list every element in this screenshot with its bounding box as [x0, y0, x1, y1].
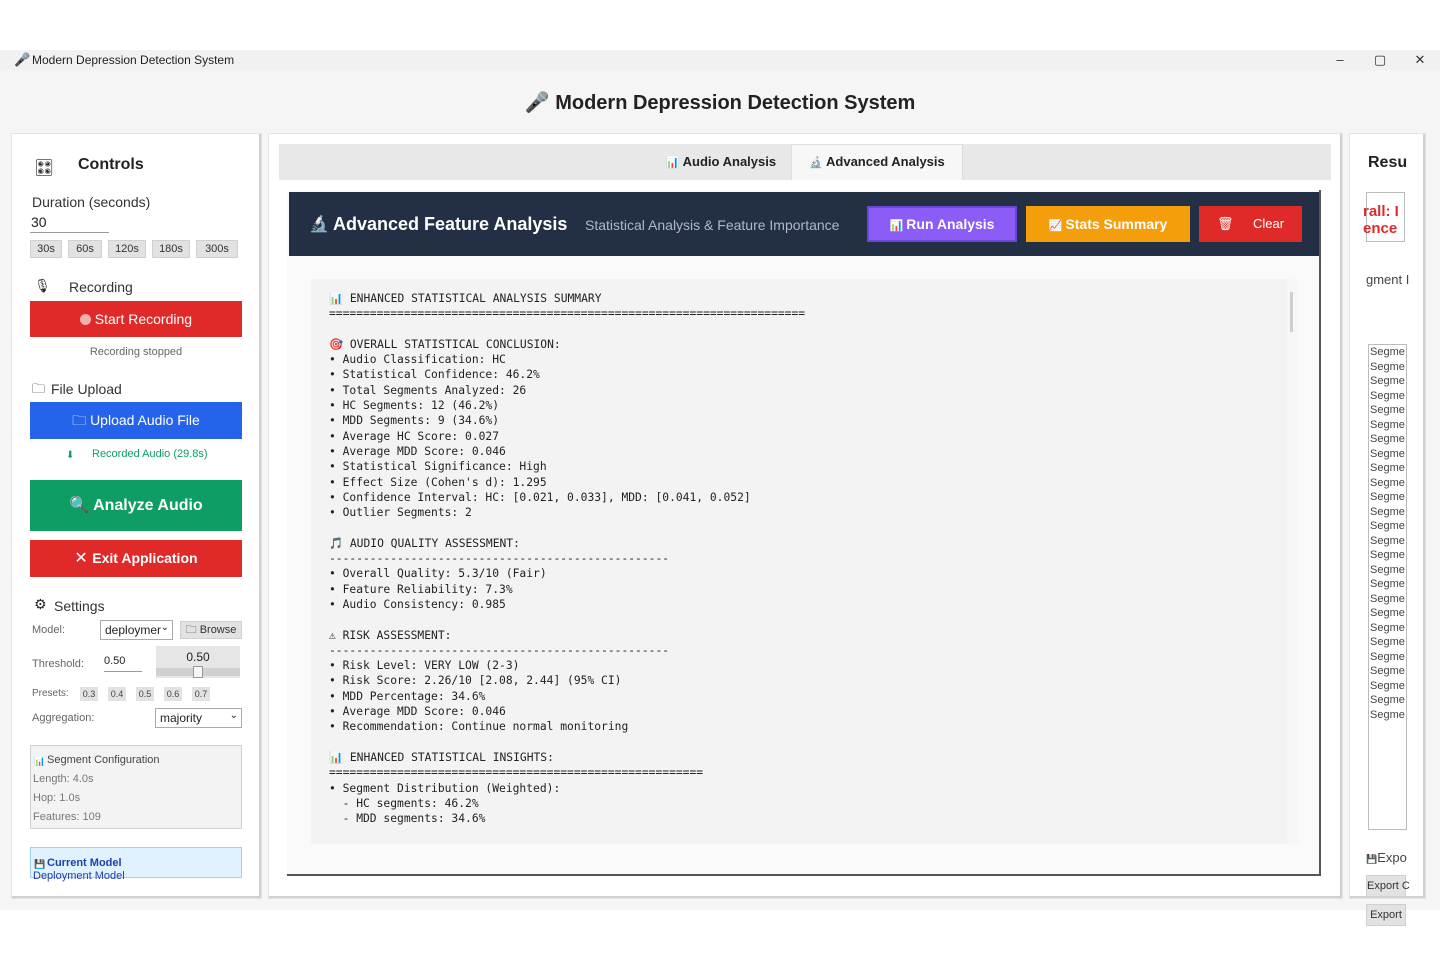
- upload-status: Recorded Audio (29.8s): [92, 448, 208, 460]
- threshold-input[interactable]: 0.50: [104, 655, 142, 672]
- segment-list-item[interactable]: Segme: [1370, 592, 1405, 605]
- segment-list-item[interactable]: Segme: [1370, 389, 1405, 402]
- segment-list-item[interactable]: Segme: [1370, 404, 1405, 416]
- title-bar: [0, 50, 1440, 70]
- download-icon: ⬇: [66, 450, 75, 461]
- threshold-slider[interactable]: [156, 646, 240, 678]
- analysis-panel: [269, 134, 1342, 898]
- preset-0-6-button[interactable]: 0.6: [164, 687, 182, 701]
- segment-list-item[interactable]: Segme: [1370, 636, 1405, 648]
- preset-0-3-button[interactable]: 0.3: [80, 687, 98, 701]
- export-csv-button[interactable]: Export C: [1366, 875, 1406, 897]
- segment-list-item[interactable]: Segme: [1370, 375, 1405, 387]
- exit-application-button[interactable]: [30, 540, 242, 577]
- chevron-down-icon: ⌄: [160, 622, 169, 633]
- tab-bar: [279, 144, 1331, 180]
- app-window: [0, 50, 1440, 921]
- current-model-box: [30, 847, 242, 882]
- maximize-button[interactable]: ▢: [1373, 52, 1387, 67]
- close-icon: ✕: [74, 550, 93, 567]
- model-label: Model:: [32, 624, 66, 636]
- chevron-down-icon: ⌄: [229, 710, 238, 721]
- controls-title: Controls: [78, 156, 144, 173]
- gear-icon: ⚙: [34, 596, 47, 612]
- window-title: Modern Depression Detection System: [32, 53, 235, 67]
- banner-title: Advanced Feature Analysis: [333, 214, 568, 234]
- segment-list-item[interactable]: Segme: [1370, 534, 1405, 547]
- segment-list-item[interactable]: Segme: [1370, 418, 1405, 431]
- file-upload-label: File Upload: [51, 381, 122, 397]
- duration-120s-button[interactable]: 120s: [108, 240, 146, 258]
- segment-list-item[interactable]: Segme: [1370, 491, 1405, 503]
- segments-label: gment I: [1366, 272, 1410, 287]
- segment-list-item[interactable]: Segme: [1370, 447, 1405, 460]
- microphone-icon: 🎤: [14, 52, 31, 67]
- model-select[interactable]: [100, 620, 173, 640]
- segment-list-item[interactable]: Segme: [1370, 360, 1405, 373]
- folder-icon: 🗀: [72, 412, 91, 428]
- record-dot-icon: [80, 314, 91, 325]
- duration-30s-button[interactable]: 30s: [30, 240, 62, 258]
- trash-icon: 🗑: [1217, 216, 1234, 231]
- analysis-banner: [289, 192, 1319, 256]
- aggregation-label: Aggregation:: [32, 712, 95, 724]
- report-scrollbar[interactable]: [1287, 279, 1299, 844]
- preset-0-4-button[interactable]: 0.4: [108, 687, 126, 701]
- aggregation-value: majority: [160, 711, 203, 725]
- segment-list-item[interactable]: Segme: [1370, 621, 1405, 634]
- exit-application-label: Exit Application: [92, 550, 198, 566]
- segment-list-item[interactable]: Segme: [1370, 650, 1405, 663]
- segment-list-item[interactable]: Segme: [1370, 563, 1405, 576]
- export-label: 💾Expo: [1366, 850, 1407, 865]
- clear-label: Clear: [1253, 216, 1285, 231]
- banner-subtitle: Statistical Analysis & Feature Importance: [585, 217, 840, 233]
- settings-label: Settings: [54, 598, 105, 614]
- chart-icon: 📊: [889, 220, 907, 232]
- overall-result-box: [1363, 192, 1405, 242]
- folder-icon: 🗀: [185, 624, 197, 636]
- results-title: Resu: [1368, 154, 1408, 171]
- clear-button[interactable]: [1199, 206, 1302, 242]
- segment-list-item[interactable]: Segme: [1370, 708, 1405, 721]
- start-recording-button[interactable]: [30, 301, 242, 337]
- save-icon: 💾: [34, 859, 46, 869]
- microphone-icon: 🎤: [524, 92, 556, 114]
- stats-summary-label: Stats Summary: [1065, 216, 1168, 232]
- segment-list-item[interactable]: Segme: [1370, 346, 1405, 358]
- analyze-audio-label: Analyze Audio: [93, 497, 203, 514]
- app-header: [0, 90, 1440, 115]
- tab-advanced-analysis[interactable]: [791, 144, 963, 180]
- minimize-button[interactable]: –: [1336, 52, 1344, 67]
- preset-0-7-button[interactable]: 0.7: [192, 687, 210, 701]
- model-value: deploymer: [105, 623, 162, 637]
- segment-hop: Hop: 1.0s: [33, 792, 81, 804]
- search-icon: 🔍: [69, 497, 94, 514]
- overall-result-line2: ence: [1363, 220, 1398, 237]
- duration-300s-button[interactable]: 300s: [196, 240, 238, 258]
- microphone-icon: 🎙: [34, 278, 51, 293]
- tab-audio-analysis[interactable]: [651, 144, 791, 180]
- upload-audio-button[interactable]: [30, 402, 242, 439]
- segment-list[interactable]: [1368, 344, 1407, 830]
- segment-list-item[interactable]: Segme: [1370, 607, 1405, 619]
- preset-0-5-button[interactable]: 0.5: [136, 687, 154, 701]
- duration-180s-button[interactable]: 180s: [152, 240, 190, 258]
- upload-audio-label: Upload Audio File: [90, 412, 200, 428]
- controls-icon: 🎛: [34, 160, 55, 177]
- segment-length: Length: 4.0s: [33, 773, 94, 785]
- folder-icon: 🗀: [32, 381, 46, 396]
- start-recording-label: Start Recording: [94, 311, 193, 327]
- segment-list-item[interactable]: Segme: [1370, 476, 1405, 489]
- page-title: Modern Depression Detection System: [555, 92, 916, 114]
- analysis-report[interactable]: [311, 279, 1297, 844]
- run-analysis-button[interactable]: [867, 206, 1017, 242]
- segment-list-item[interactable]: Segme: [1370, 679, 1405, 692]
- run-analysis-label: Run Analysis: [906, 216, 995, 232]
- microscope-icon: 🔬: [309, 216, 329, 233]
- recording-status: Recording stopped: [89, 346, 183, 358]
- overall-result-line1: rall: I: [1363, 203, 1399, 220]
- stats-summary-button[interactable]: [1026, 206, 1190, 242]
- threshold-label: Threshold:: [32, 658, 84, 670]
- microscope-icon: 🔬: [809, 157, 827, 169]
- segment-list-item[interactable]: Segme: [1370, 433, 1405, 445]
- segment-list-item[interactable]: Segme: [1370, 462, 1405, 474]
- chart-icon: 📊: [665, 157, 683, 169]
- aggregation-select[interactable]: [155, 708, 242, 728]
- segment-list-item[interactable]: Segme: [1370, 505, 1405, 518]
- segment-config-box: [30, 745, 242, 829]
- tab-label: Audio Analysis: [682, 154, 777, 169]
- controls-panel: [12, 134, 261, 898]
- segment-features: Features: 109: [33, 811, 101, 823]
- chart-icon: 📊: [34, 756, 46, 766]
- current-model-value: Deployment Model: [33, 870, 125, 882]
- slider-value: 0.50: [186, 650, 210, 664]
- segment-list-item[interactable]: Segme: [1370, 694, 1405, 706]
- close-button[interactable]: ✕: [1414, 52, 1426, 67]
- presets-label: Presets:: [32, 688, 69, 699]
- current-model-title: Current Model: [47, 857, 122, 869]
- segment-config-title: Segment Configuration: [47, 754, 160, 766]
- tab-label: Advanced Analysis: [826, 154, 945, 169]
- slider-thumb[interactable]: [193, 666, 203, 678]
- segment-list-item[interactable]: Segme: [1370, 520, 1405, 532]
- save-icon: 💾: [1366, 854, 1378, 864]
- results-panel: [1350, 134, 1425, 921]
- duration-label: Duration (seconds): [32, 194, 151, 210]
- browse-label: Browse: [199, 624, 237, 636]
- segment-list-item[interactable]: Segme: [1370, 578, 1405, 590]
- browse-button[interactable]: [180, 621, 242, 639]
- recording-label: Recording: [69, 279, 133, 295]
- export-button[interactable]: Export: [1366, 904, 1406, 926]
- scrollbar-thumb[interactable]: [1290, 292, 1293, 332]
- stats-icon: 📈: [1048, 220, 1066, 232]
- analyze-audio-button[interactable]: [30, 480, 242, 531]
- segment-list-item[interactable]: Segme: [1370, 549, 1405, 561]
- segment-list-item[interactable]: Segme: [1370, 665, 1405, 677]
- duration-60s-button[interactable]: 60s: [68, 240, 102, 258]
- duration-input[interactable]: 30: [30, 214, 109, 233]
- report-text: 📊 ENHANCED STATISTICAL ANALYSIS SUMMARY ====================================================================== 🎯 OVERALL STATISTICAL CONCLUSION: • Audio Classification: HC • Statistical Confidence: 46.2% • Total Segments Analyzed: 26 • HC Segments: 12 (46.2%) • MDD Segments: 9 (34.6%) • Average HC Score: 0.027 • Average MDD Score: 0.046 • Statistical Significance: High • Effect Size (Cohen's d): 1.295 • Confidence Interval: HC: [0.021, 0.033], MDD: [0.041, 0.052] • Outlier Segments: 2 🎵 AUDIO QUALITY ASSESSMENT: -------------------------------------------------- • Overall Quality: 5.3/10 (Fair) • Feature Reliability: 7.3% • Audio Consistency: 0.985 ⚠ RISK ASSESSMENT: -------------------------------------------------- • Risk Level: VERY LOW (2-3) • Risk Score: 2.26/10 [2.08, 2.44] (95% CI) • MDD Percentage: 34.6% • Average MDD Score: 0.046 • Recommendation: Continue normal monitoring 📊 ENHANCED STATISTICAL INSIGHTS: ======================================================= • Segment Distribution (Weighted): - HC segments: 46.2% - MDD segments: 34.6%: [329, 292, 806, 826]
